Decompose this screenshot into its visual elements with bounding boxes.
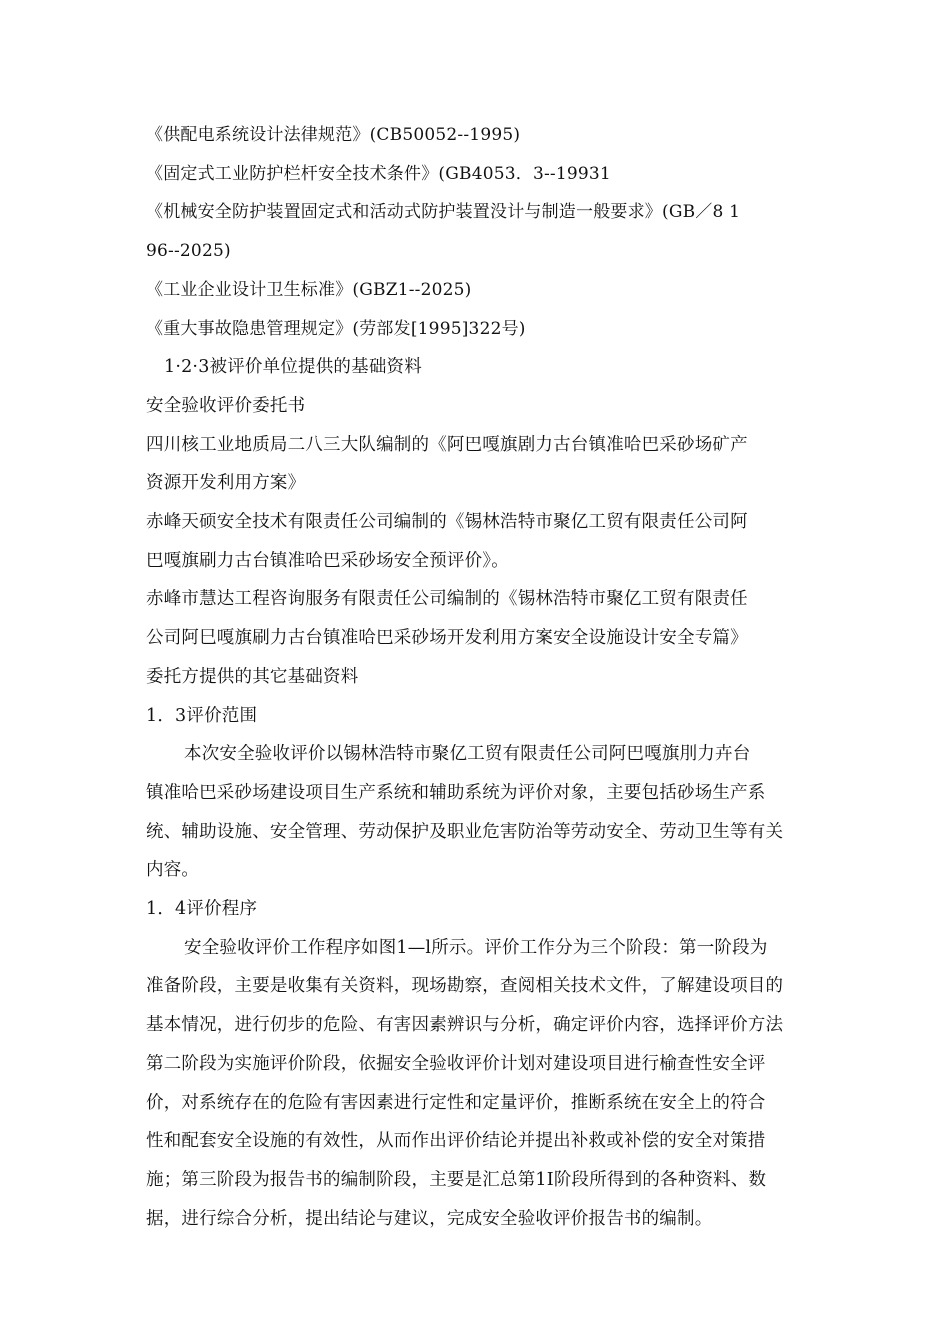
- paragraph-line: 资源开发利用方案》: [146, 473, 306, 494]
- paragraph-line: 巴嘎旗刷力古台镇准哈巴采砂场安全预评价》。: [146, 550, 509, 571]
- reference-line: 《机械安全防护装置固定式和活动式防护装置没计与制造一般要求》(GB／8 1: [146, 202, 741, 223]
- paragraph-line: 据，进行综合分析，提出结论与建议，完成安全验收评价报告书的编制。: [146, 1208, 713, 1229]
- reference-line: 《供配电系统设计法律规范》(CB50052--1995): [146, 125, 521, 145]
- paragraph-line: 本次安全验收评价以锡林浩特市聚亿工贸有限责任公司阿巴嘎旗刖力卉台: [184, 744, 751, 765]
- paragraph-line: 赤峰市慧达工程咨询服务有限责任公司编制的《锡林浩特市聚亿工贸有限责任: [146, 589, 748, 610]
- reference-line: 《固定式工业防护栏杆安全技术条件》(GB4053．3--19931: [146, 163, 611, 184]
- reference-line: 《重大事故隐患管理规定》(劳部发[1995]322号): [146, 318, 526, 339]
- section-heading-1-4: 1．4评价程序: [146, 899, 258, 920]
- paragraph-line: 镇准哈巴采砂场建设项目生产系统和辅助系统为评价对象，主要包括砂场生产系: [146, 782, 766, 803]
- paragraph-line: 价，对系统存在的危险有害因素进行定性和定量评价，推断系统在安全上的符合: [146, 1092, 766, 1113]
- paragraph-line: 委托方提供的其它基础资料: [146, 666, 359, 687]
- paragraph-line: 安全验收评价委托书: [146, 395, 306, 416]
- paragraph-line: 安全验收评价工作程序如图1—l所示。评价工作分为三个阶段：第一阶段为: [184, 937, 768, 958]
- paragraph-line: 公司阿巳嘎旗刷力古台镇准哈巴采砂场开发利用方案安全设施设计安全专篇》: [146, 628, 748, 649]
- paragraph-line: 内容。: [146, 860, 200, 881]
- paragraph-line: 四川核工业地质局二八三大队编制的《阿巴嘎旗剧力古台镇准哈巴采砂场矿产: [146, 434, 748, 455]
- paragraph-line: 施；第三阶段为报告书的编制阶段，主要是汇总第1I阶段所得到的各种资料、数: [146, 1169, 767, 1190]
- paragraph-line: 第二阶段为实施评价阶段，依掘安全验收评价计划对建设项目进行榆查性安全评: [146, 1053, 766, 1074]
- document-body: [146, 116, 810, 1238]
- paragraph-line: 性和配套安全设施的有效性，从而作出评价结论并提出补救或补偿的安全对策措: [146, 1131, 766, 1152]
- paragraph-line: 准备阶段，主要是收集有关资料，现场勘察，查阅相关技术文件，了解建设项目的: [146, 976, 784, 997]
- reference-line: 96--2025): [146, 241, 231, 262]
- paragraph-line: 基本情况，进行仞步的危险、有害因素辨识与分析，确定评价内容，选择评价方法: [146, 1015, 784, 1036]
- section-heading-1-3: 1．3评价范围: [146, 705, 258, 726]
- section-heading-1-2-3: 1·2·3被评价单位提供的基础资料: [164, 357, 422, 378]
- paragraph-line: 赤峰天硕安全技术有限责任公司编制的《锡林浩特市聚亿工贸有限责任公司阿: [146, 512, 748, 533]
- reference-line: 《工业企业设计卫生标准》(GBZ1--2025): [146, 279, 472, 300]
- paragraph-line: 统、辅助设施、安全管理、劳动保护及职业危害防治等劳动安全、劳动卫生等有关: [146, 821, 784, 842]
